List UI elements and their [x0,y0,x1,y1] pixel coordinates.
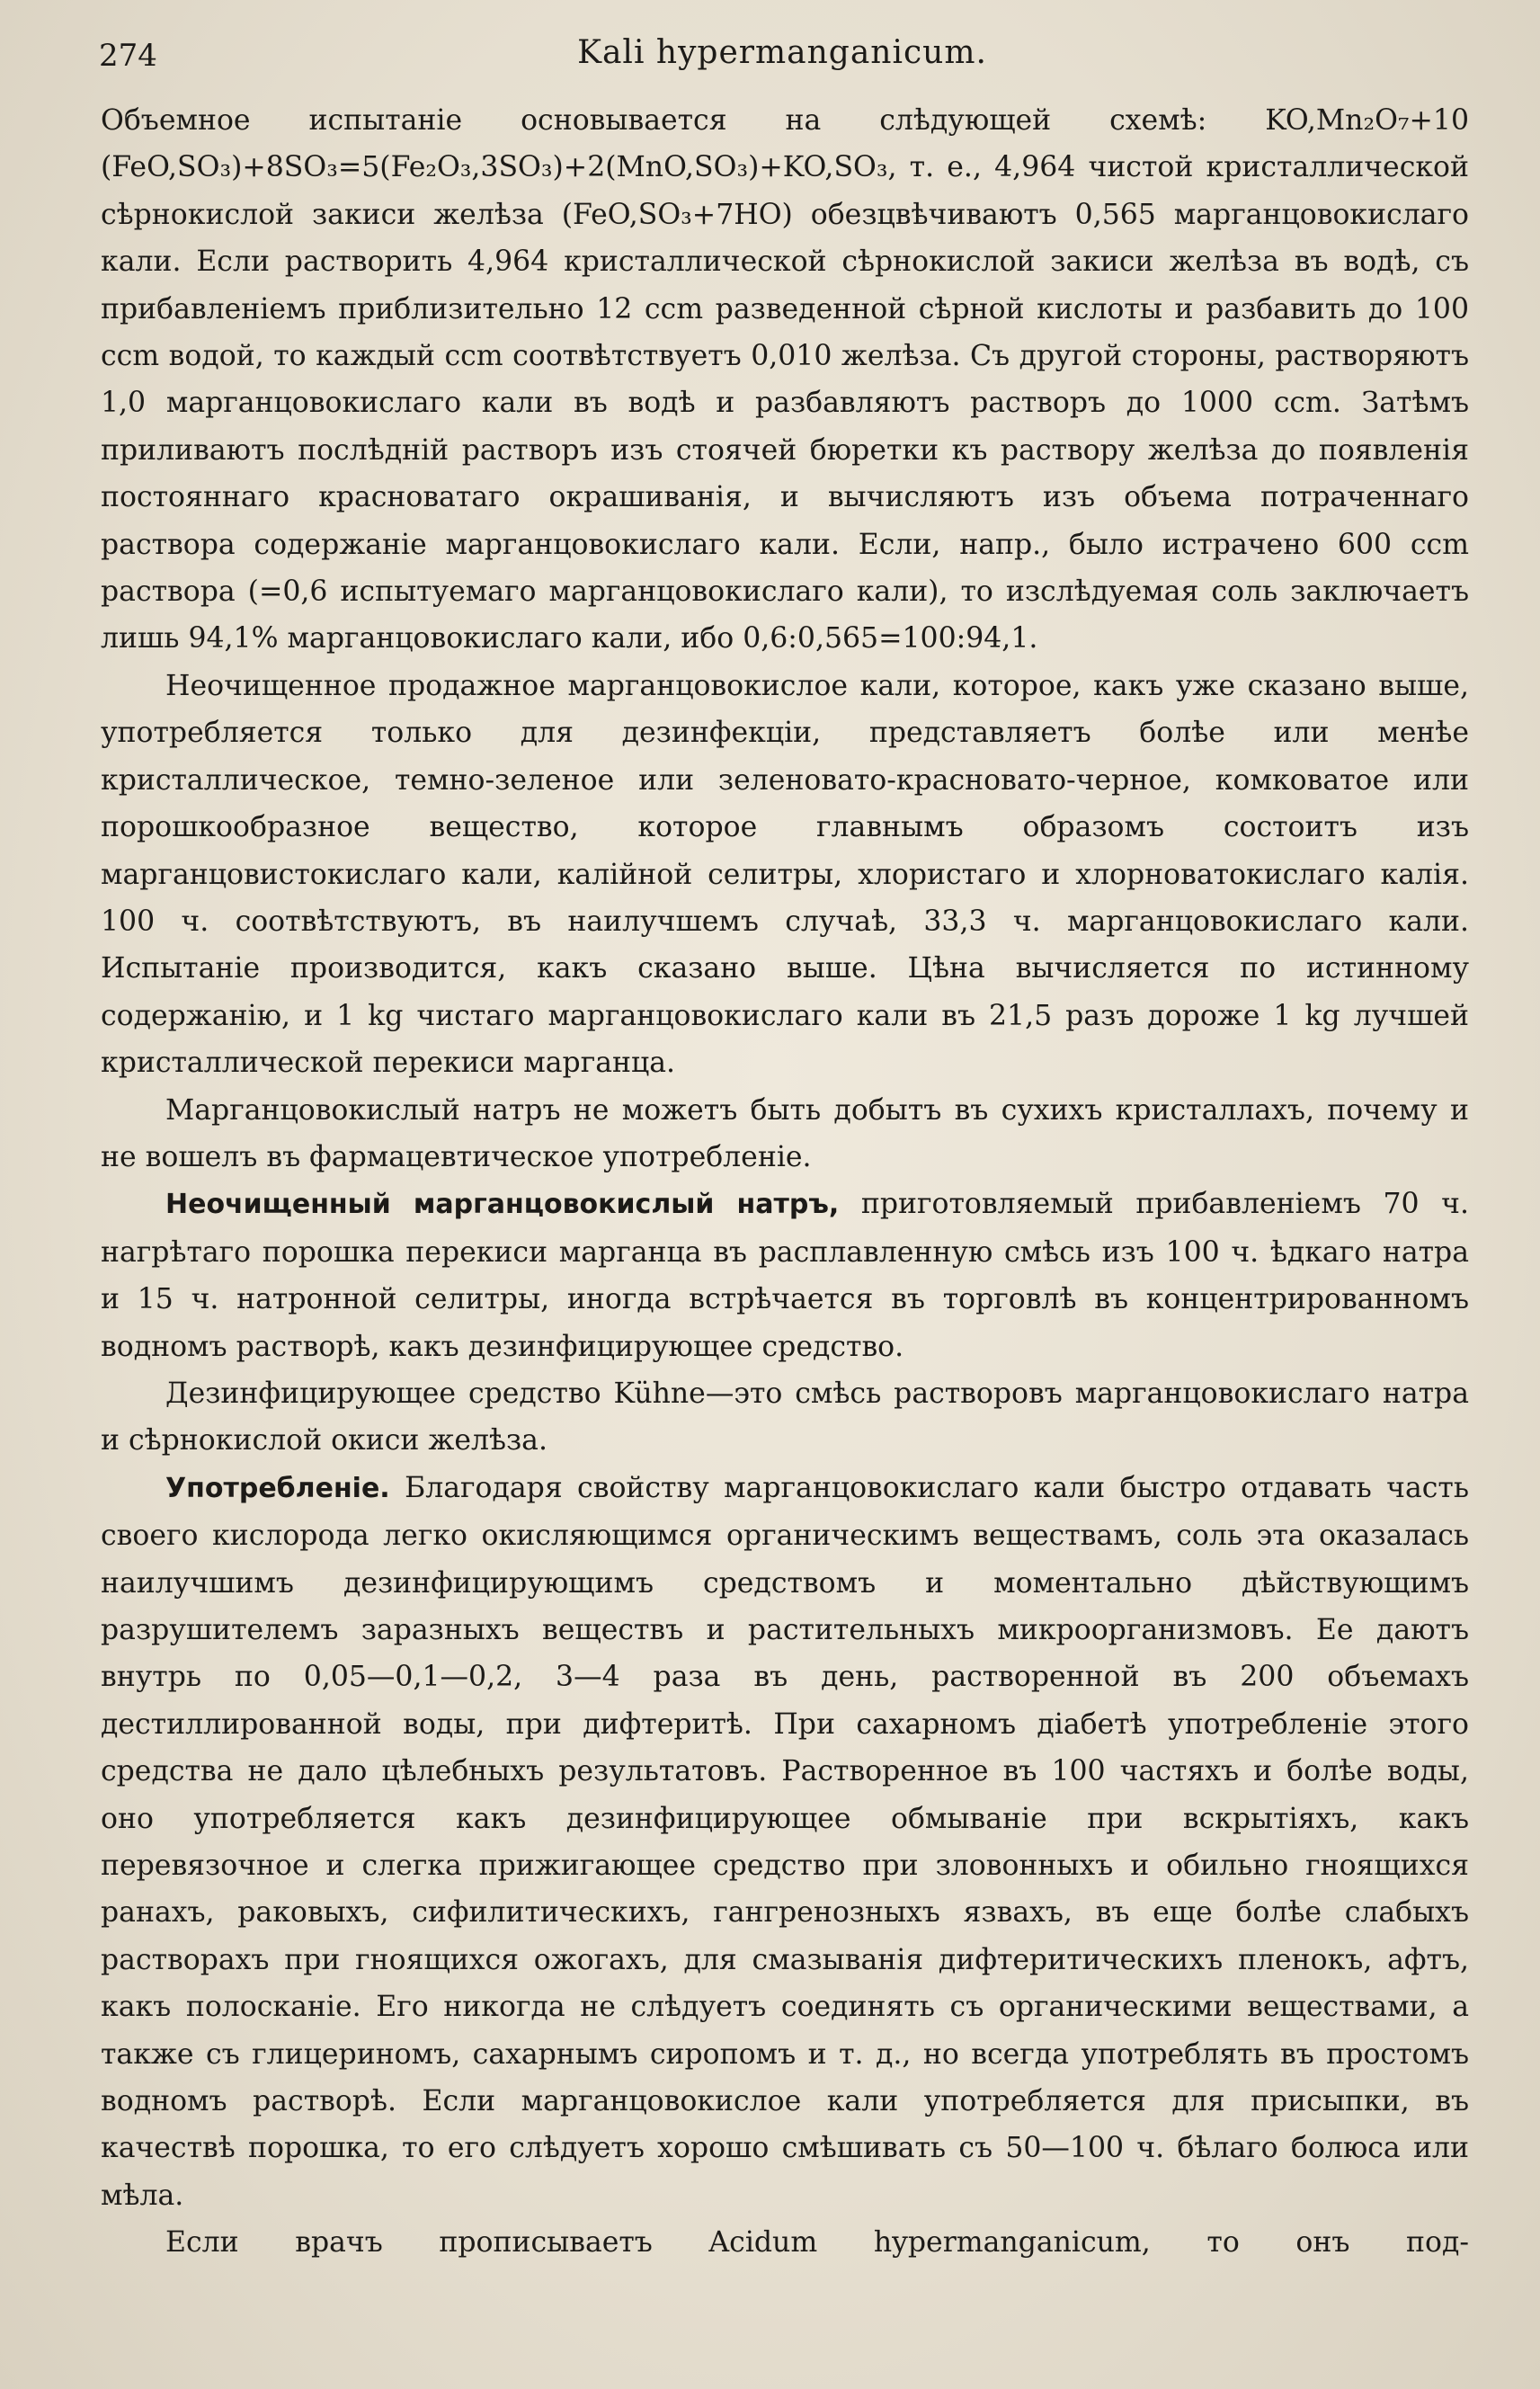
paragraph-kuhne-disinfectant [101,1370,1469,1465]
paragraph-acidum [101,2219,1469,2266]
paragraph-sodium-permanganate [101,1087,1469,1181]
paragraph-text: Объемное испытаніе основывается на слѣдующей схемѣ: KO,Mn₂O₇+10 (FeO,SO₃)+8SO₃=5(Fe₂O₃,3SO₃)+2(MnO,SO₃)+KO,SO₃, т. е., 4,964 чистой кристаллической сѣрнокислой закиси желѣза (FeO,SO₃+7HO) обезцвѣчиваютъ 0,565 марганцовокислаго кали. Если растворить 4,964 кристаллической сѣрнокислой закиси желѣза въ водѣ, съ прибавленіемъ приблизительно 12 ccm разведенной сѣрной кислоты и разбавить до 100 ccm водой, то каждый ccm соотвѣтствуетъ 0,010 желѣза. Съ другой стороны, растворяютъ 1,0 марганцовокислаго кали въ водѣ и разбавляютъ растворъ до 1000 ccm. Затѣмъ приливаютъ послѣдній растворъ изъ стоячей бюретки къ раствору желѣза до появленія постояннаго красноватаго окрашиванія, и вычисляютъ изъ объема потраченнаго раствора содержаніе марганцовокислаго кали. Если, напр., было истрачено 600 ccm раствора (=0,6 испытуемаго марганцовокислаго кали), то изслѣдуемая соль заключаетъ лишь 94,1% марганцовокислаго кали, ибо 0,6:0,565=100:94,1. [101,104,1469,655]
paragraph-usage [101,1465,1469,2220]
body-text [101,97,1469,2267]
running-title: Kali hypermanganicum. [577,34,987,71]
paragraph-lead-term: Употребленіе. [165,1472,390,1504]
paragraph-crude-potassium [101,663,1469,1087]
page-number: 274 [99,38,157,74]
paragraph-text: Неочищенное продажное марганцовокислое кали, которое, какъ уже сказано выше, употребляется только для дезинфекціи, представляетъ болѣе или менѣе кристаллическое, темно-зеленое или зеленовато-красновато-черное, комковатое или порошкообразное вещество, которое главнымъ образомъ состоитъ изъ марганцовистокислаго кали, калійной селитры, хлористаго и хлорноватокислаго калія. 100 ч. соотвѣтствуютъ, въ наилучшемъ случаѣ, 33,3 ч. марганцовокислаго кали. Испытаніе производится, какъ сказано выше. Цѣна вычисляется по истинному содержанію, и 1 kg чистаго марганцовокислаго кали въ 21,5 разъ дороже 1 kg лучшей кристаллической перекиси марганца. [101,669,1469,1080]
paragraph-text: Марганцовокислый натръ не можетъ быть добытъ въ сухихъ кристаллахъ, почему и не вошелъ въ фармацевтическое употребленіе. [101,1093,1469,1173]
paragraph-text: приготовляемый прибавленіемъ 70 ч. нагрѣтаго порошка перекиси марганца въ расплавленную смѣсь изъ 100 ч. ѣдкаго натра и 15 ч. натронной селитры, иногда встрѣчается въ торговлѣ въ концентрированномъ водномъ растворѣ, какъ дезинфицирующее средство. [101,1188,1469,1363]
paragraph-lead-term: Неочищенный марганцовокислый натръ, [165,1189,840,1221]
page-header [99,27,1465,81]
paragraph-text: Благодаря свойству марганцовокислаго кали быстро отдавать часть своего кислорода легко окисляющимся органическимъ веществамъ, соль эта оказалась наилучшимъ дезинфицирующимъ средствомъ и моментально дѣйствующимъ разрушителемъ заразныхъ веществъ и растительныхъ микроорганизмовъ. Ее даютъ внутрь по 0,05—0,1—0,2, 3—4 раза въ день, растворенной въ 200 объемахъ дестиллированной воды, при дифтеритѣ. При сахарномъ діабетѣ употребленіе этого средства не дало цѣлебныхъ результатовъ. Растворенное въ 100 частяхъ и болѣе воды, оно употребляется какъ дезинфицирующее обмываніе при вскрытіяхъ, какъ перевязочное и слегка прижигающее средство при зловонныхъ и обильно гноящихся ранахъ, раковыхъ, сифилитическихъ, гангренозныхъ язвахъ, въ еще болѣе слабыхъ растворахъ при гноящихся ожогахъ, для смазыванія дифтеритическихъ пленокъ, афтъ, какъ полосканіе. Его никогда не слѣдуетъ соединять съ органическими веществами, а также съ глицериномъ, сахарнымъ сиропомъ и т. д., но всегда употреблять въ простомъ водномъ растворѣ. Если марганцовокислое кали употребляется для присыпки, въ качествѣ порошка, то его слѣдуетъ хорошо смѣшивать съ 50—100 ч. бѣлаго болюса или мѣла. [101,1471,1469,2212]
paragraph-crude-sodium [101,1181,1469,1370]
paragraph-text: Дезинфицирующее средство Kühne—это смѣсь растворовъ марганцовокислаго натра и сѣрнокислой окиси желѣза. [101,1377,1469,1457]
paragraph-volumetric-test [101,97,1469,663]
paragraph-text: Если врачъ прописываетъ Acidum hypermanganicum, то онъ под- [165,2226,1469,2260]
